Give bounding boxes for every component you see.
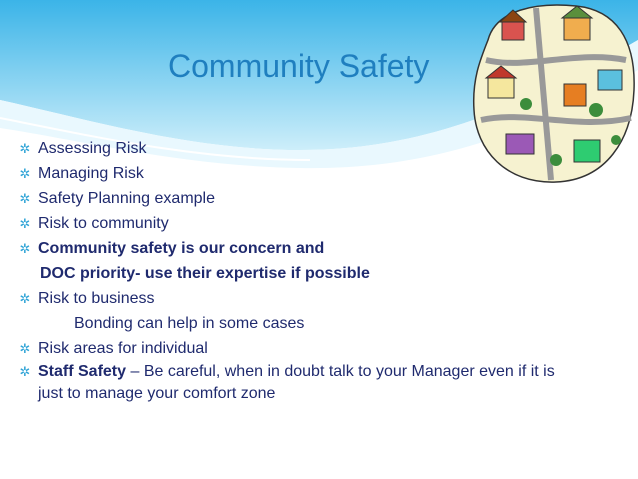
bullet-assessing-risk: ✲ Assessing Risk [18,136,578,161]
bullet-risk-to-business: ✲ Risk to business [18,286,578,311]
asterisk-bullet-icon: ✲ [19,341,31,356]
bullet-community-safety-concern: ✲ Community safety is our concern and [18,236,578,261]
bullet-managing-risk: ✲ Managing Risk [18,161,578,186]
asterisk-bullet-icon: ✲ [19,166,31,181]
asterisk-bullet-icon: ✲ [19,291,31,306]
asterisk-bullet-icon: ✲ [19,241,31,256]
bullet-risk-areas-individual: ✲ Risk areas for individual [18,336,578,361]
staff-safety-label: Staff Safety [38,363,127,380]
bullet-risk-to-community: ✲ Risk to community [18,211,578,236]
bullet-safety-planning: ✲ Safety Planning example [18,186,578,211]
asterisk-bullet-icon: ✲ [19,191,31,206]
asterisk-bullet-icon: ✲ [19,141,31,156]
doc-priority-line: DOC priority- use their expertise if possible [40,265,370,282]
slide-title: Community Safety [168,48,430,84]
bullet-staff-safety [18,361,578,405]
asterisk-bullet-icon: ✲ [19,364,31,379]
bullet-list [18,136,578,405]
bonding-note: Bonding can help in some cases [74,315,305,332]
staff-safety-text: – Be careful, when in doubt talk to your Manager even if it is just to manage your comfort zone [38,363,555,402]
asterisk-bullet-icon: ✲ [19,216,31,231]
